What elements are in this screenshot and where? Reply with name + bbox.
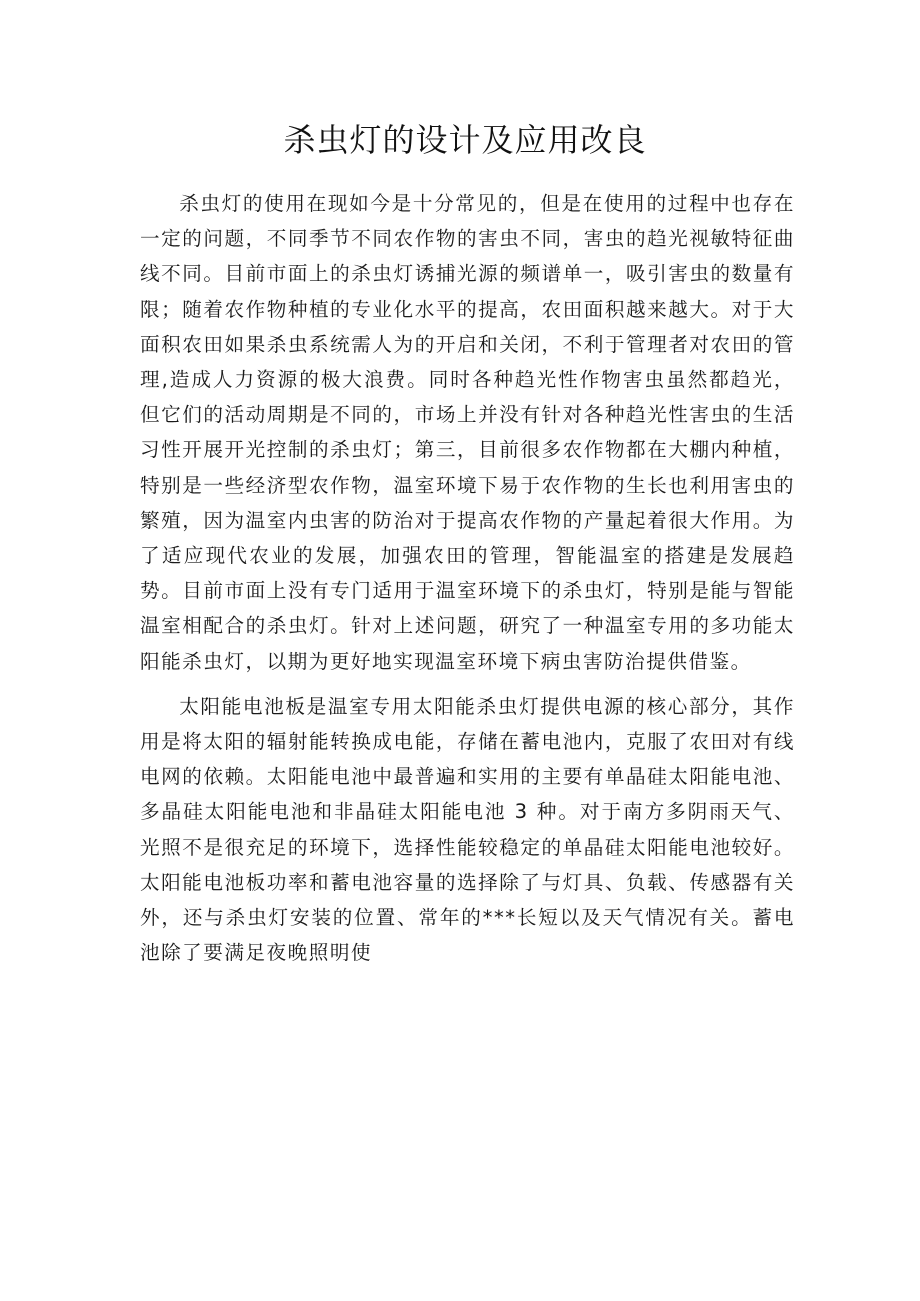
paragraph-intro: 杀虫灯的使用在现如今是十分常见的，但是在使用的过程中也存在一定的问题，不同季节不同农作物的害虫不同，害虫的趋光视敏特征曲线不同。目前市面上的杀虫灯诱捕光源的频谱单一，吸引害虫的数量有限；随着农作物种植的专业化水平的提高，农田面积越来越大。对于大面积农田如果杀虫系统需人为的开启和关闭，不利于管理者对农田的管理,造成人力资源的极大浪费。同时各种趋光性作物害虫虽然都趋光，但它们的活动周期是不同的，市场上并没有针对各种趋光性害虫的生活习性开展开光控制的杀虫灯；第三，目前很多农作物都在大棚内种植，特别是一些经济型农作物，温室环境下易于农作物的生长也利用害虫的繁殖，因为温室内虫害的防治对于提高农作物的产量起着很大作用。为了适应现代农业的发展，加强农田的管理，智能温室的搭建是发展趋势。目前市面上没有专门适用于温室环境下的杀虫灯，特别是能与智能温室相配合的杀虫灯。针对上述问题，研究了一种温室专用的多功能太阳能杀虫灯，以期为更好地实现温室环境下病虫害防治提供借鉴。 [140, 192, 795, 673]
paragraph-solar-panel: 太阳能电池板是温室专用太阳能杀虫灯提供电源的核心部分，其作用是将太阳的辐射能转换成电能，存储在蓄电池内，克服了农田对有线电网的依赖。太阳能电池中最普遍和实用的主要有单晶硅太阳能电池、多晶硅太阳能电池和非晶硅太阳能电池 3 种。对于南方多阴雨天气、光照不是很充足的环境下，选择性能较稳定的单晶硅太阳能电池较好。太阳能电池板功率和蓄电池容量的选择除了与灯具、负载、传感器有关外，还与杀虫灯安装的位置、常年的***长短以及天气情况有关。蓄电池除了要满足夜晚照明使 [140, 694, 795, 965]
document-title: 杀虫灯的设计及应用改良 [283, 121, 647, 159]
document-body [140, 186, 795, 970]
